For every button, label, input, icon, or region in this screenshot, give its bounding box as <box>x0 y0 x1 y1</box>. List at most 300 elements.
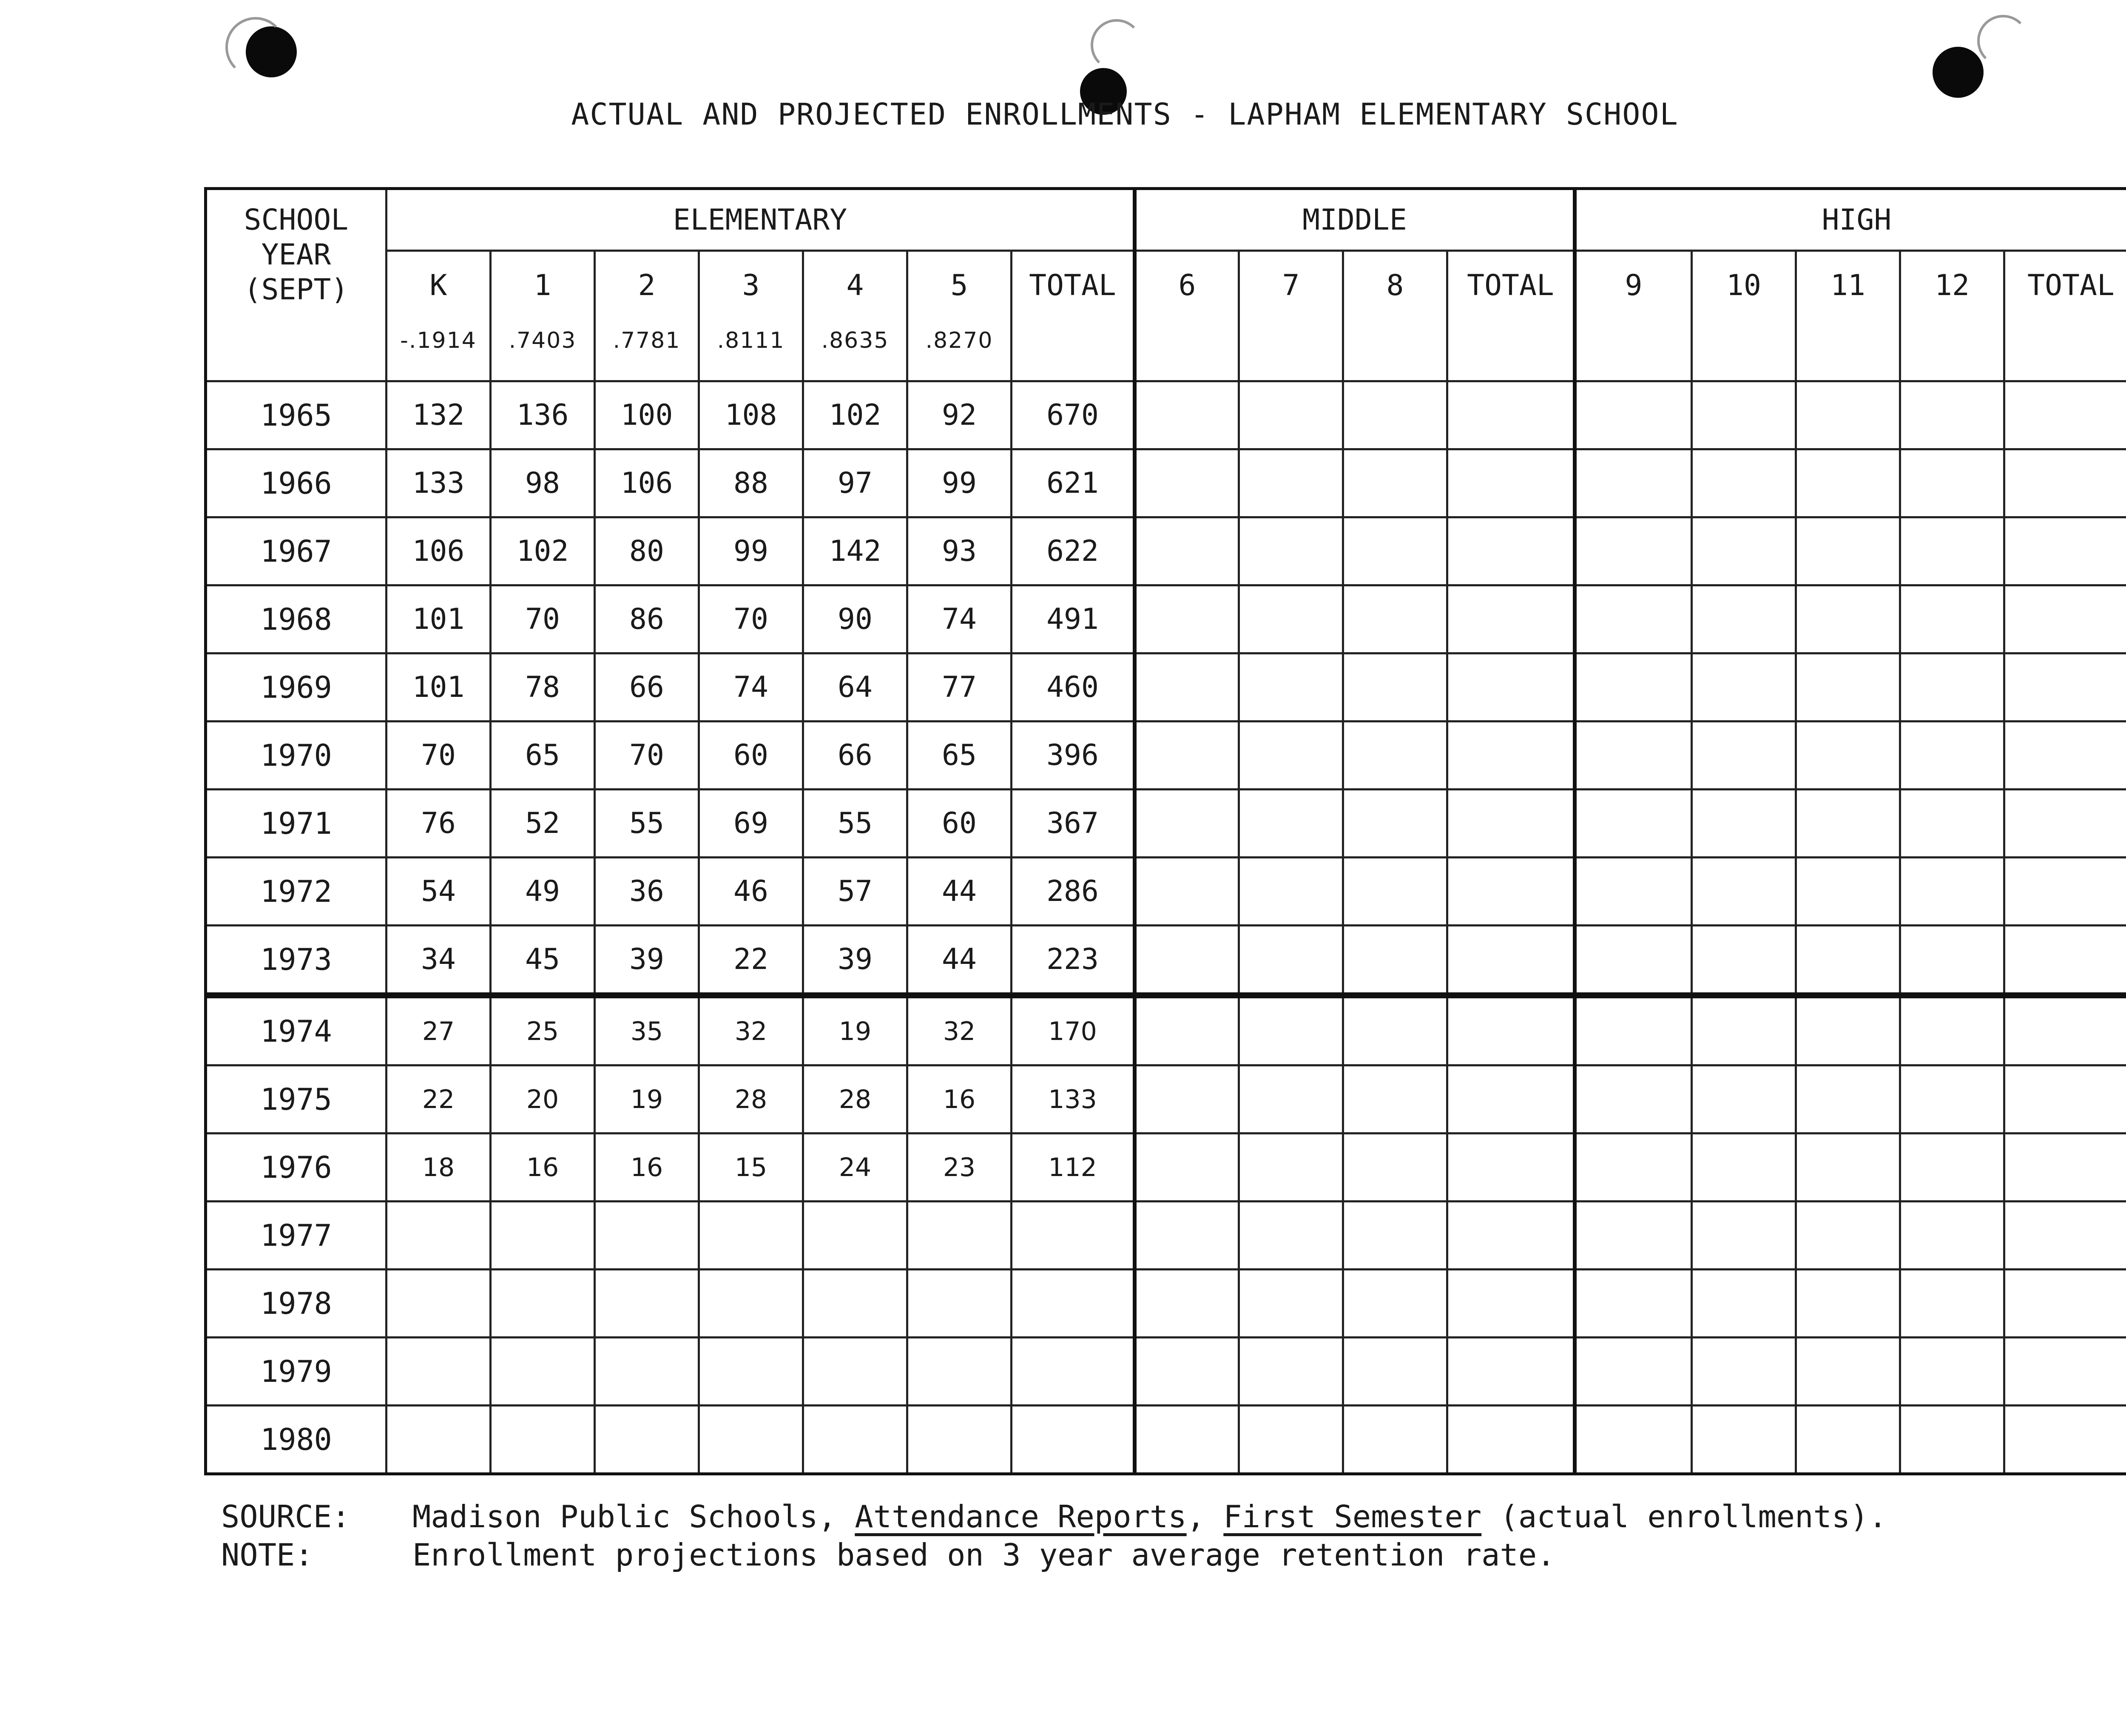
enrollment-cell: 52 <box>491 790 595 858</box>
high-empty-cell <box>1692 1406 1796 1474</box>
high-empty-cell <box>1796 653 1900 722</box>
enrollment-cell: 32 <box>699 995 803 1065</box>
enrollment-cell: 132 <box>387 381 491 449</box>
enrollment-cell <box>803 1406 907 1474</box>
middle-empty-cell <box>1135 858 1239 926</box>
middle-empty-cell <box>1239 858 1343 926</box>
elementary-total-cell: 460 <box>1012 653 1135 722</box>
table-row <box>206 1065 2126 1134</box>
enrollment-cell: 32 <box>907 995 1012 1065</box>
middle-empty-cell <box>1239 1270 1343 1338</box>
grade-label: 4 <box>846 269 864 302</box>
table-row <box>206 1338 2126 1406</box>
grade-header-5 <box>907 251 1012 381</box>
high-empty-cell <box>1575 585 1692 653</box>
enrollment-cell: 55 <box>803 790 907 858</box>
school-year-cell: 1969 <box>206 653 387 722</box>
middle-empty-cell <box>1135 1134 1239 1202</box>
enrollment-cell: 15 <box>699 1134 803 1202</box>
enrollment-cell <box>595 1406 699 1474</box>
high-empty-cell <box>1900 858 2004 926</box>
enrollment-cell: 46 <box>699 858 803 926</box>
enrollment-cell: 39 <box>803 926 907 996</box>
middle-empty-cell <box>1447 995 1575 1065</box>
enrollment-cell: 57 <box>803 858 907 926</box>
middle-empty-cell <box>1135 790 1239 858</box>
enrollment-cell: 133 <box>387 449 491 517</box>
middle-empty-cell <box>1343 653 1447 722</box>
middle-empty-cell <box>1343 585 1447 653</box>
elementary-total-cell: 491 <box>1012 585 1135 653</box>
enrollment-cell <box>595 1270 699 1338</box>
enrollment-cell: 108 <box>699 381 803 449</box>
high-empty-cell <box>1575 653 1692 722</box>
enrollment-cell: 106 <box>387 517 491 585</box>
high-empty-cell <box>1692 585 1796 653</box>
retention-rate: -.1914 <box>400 328 477 353</box>
table-row <box>206 1134 2126 1202</box>
enrollment-cell <box>491 1338 595 1406</box>
high-empty-cell <box>1900 449 2004 517</box>
elementary-total-cell: 170 <box>1012 995 1135 1065</box>
middle-empty-cell <box>1239 449 1343 517</box>
high-empty-cell <box>1796 449 1900 517</box>
enrollment-cell: 70 <box>699 585 803 653</box>
middle-empty-cell <box>1239 517 1343 585</box>
high-empty-cell <box>1692 449 1796 517</box>
high-total-header: TOTAL <box>2004 251 2126 381</box>
elementary-total-cell: 396 <box>1012 722 1135 790</box>
middle-empty-cell <box>1343 381 1447 449</box>
table-row <box>206 1202 2126 1270</box>
elementary-total-header: TOTAL <box>1012 251 1135 381</box>
enrollment-cell <box>907 1202 1012 1270</box>
note-text: Enrollment projections based on 3 year average retention rate. <box>412 1537 1555 1573</box>
enrollment-cell: 142 <box>803 517 907 585</box>
source-label: SOURCE: <box>221 1499 350 1534</box>
middle-empty-cell <box>1239 1065 1343 1134</box>
enrollment-cell: 16 <box>595 1134 699 1202</box>
enrollment-cell: 60 <box>699 722 803 790</box>
middle-empty-cell <box>1135 1065 1239 1134</box>
middle-empty-cell <box>1343 1406 1447 1474</box>
high-empty-cell <box>1692 1065 1796 1134</box>
high-empty-cell <box>1692 1134 1796 1202</box>
enrollment-cell: 65 <box>491 722 595 790</box>
source-line <box>221 1499 1887 1534</box>
enrollment-cell <box>803 1338 907 1406</box>
grade-header-2 <box>595 251 699 381</box>
punch-hole-left-ring <box>225 17 286 77</box>
table-row <box>206 858 2126 926</box>
high-empty-cell <box>1692 995 1796 1065</box>
school-year-cell: 1977 <box>206 1202 387 1270</box>
high-empty-cell <box>2004 517 2126 585</box>
grade-header-11: 11 <box>1796 251 1900 381</box>
middle-empty-cell <box>1343 790 1447 858</box>
high-empty-cell <box>1575 926 1692 996</box>
source-title-attendance-reports: Attendance Reports <box>855 1499 1187 1534</box>
middle-empty-cell <box>1239 585 1343 653</box>
high-empty-cell <box>1796 995 1900 1065</box>
enrollment-cell <box>387 1270 491 1338</box>
middle-empty-cell <box>1343 926 1447 996</box>
high-empty-cell <box>1796 790 1900 858</box>
high-empty-cell <box>1796 517 1900 585</box>
high-empty-cell <box>2004 1338 2126 1406</box>
middle-empty-cell <box>1343 1338 1447 1406</box>
high-empty-cell <box>1796 1406 1900 1474</box>
enrollment-cell: 25 <box>491 995 595 1065</box>
high-empty-cell <box>1575 995 1692 1065</box>
high-empty-cell <box>1900 1202 2004 1270</box>
enrollment-cell: 74 <box>907 585 1012 653</box>
high-empty-cell <box>1900 381 2004 449</box>
enrollment-cell: 65 <box>907 722 1012 790</box>
enrollment-cell: 64 <box>803 653 907 722</box>
enrollment-cell: 36 <box>595 858 699 926</box>
high-empty-cell <box>1692 926 1796 996</box>
high-empty-cell <box>2004 858 2126 926</box>
high-empty-cell <box>2004 1065 2126 1134</box>
school-year-cell: 1968 <box>206 585 387 653</box>
school-year-cell: 1966 <box>206 449 387 517</box>
enrollment-cell <box>907 1270 1012 1338</box>
high-empty-cell <box>1796 1202 1900 1270</box>
source-note: (actual enrollments). <box>1500 1499 1887 1534</box>
middle-empty-cell <box>1239 926 1343 996</box>
high-empty-cell <box>1575 1270 1692 1338</box>
middle-empty-cell <box>1447 1065 1575 1134</box>
enrollment-cell: 101 <box>387 653 491 722</box>
retention-rate: .8270 <box>925 328 993 353</box>
high-empty-cell <box>1575 1406 1692 1474</box>
high-empty-cell <box>2004 381 2126 449</box>
middle-empty-cell <box>1447 381 1575 449</box>
enrollment-cell: 16 <box>491 1134 595 1202</box>
enrollment-cell: 74 <box>699 653 803 722</box>
table-row <box>206 1406 2126 1474</box>
middle-empty-cell <box>1447 1338 1575 1406</box>
high-empty-cell <box>1796 1134 1900 1202</box>
high-empty-cell <box>1575 1065 1692 1134</box>
enrollment-cell: 20 <box>491 1065 595 1134</box>
high-empty-cell <box>1692 1338 1796 1406</box>
high-empty-cell <box>2004 1134 2126 1202</box>
middle-empty-cell <box>1447 858 1575 926</box>
grade-header-1 <box>491 251 595 381</box>
enrollment-cell: 44 <box>907 926 1012 996</box>
middle-empty-cell <box>1239 722 1343 790</box>
table-row <box>206 449 2126 517</box>
middle-empty-cell <box>1135 517 1239 585</box>
high-empty-cell <box>2004 449 2126 517</box>
school-year-header <box>206 189 387 381</box>
high-empty-cell <box>2004 585 2126 653</box>
enrollment-cell: 35 <box>595 995 699 1065</box>
school-year-cell: 1970 <box>206 722 387 790</box>
middle-empty-cell <box>1135 1406 1239 1474</box>
high-empty-cell <box>2004 995 2126 1065</box>
enrollment-cell: 60 <box>907 790 1012 858</box>
enrollment-cell: 49 <box>491 858 595 926</box>
grade-header-7: 7 <box>1239 251 1343 381</box>
retention-rate: .7403 <box>509 328 577 353</box>
table-row <box>206 790 2126 858</box>
enrollment-cell: 70 <box>387 722 491 790</box>
school-year-cell: 1973 <box>206 926 387 996</box>
enrollment-cell <box>699 1406 803 1474</box>
elementary-total-cell: 621 <box>1012 449 1135 517</box>
enrollment-cell: 97 <box>803 449 907 517</box>
enrollment-cell: 102 <box>491 517 595 585</box>
enrollment-cell <box>387 1406 491 1474</box>
school-year-cell: 1974 <box>206 995 387 1065</box>
middle-empty-cell <box>1239 381 1343 449</box>
elementary-group-header: ELEMENTARY <box>387 189 1135 251</box>
high-empty-cell <box>1575 722 1692 790</box>
punch-hole-right <box>1933 47 1984 98</box>
high-empty-cell <box>1900 1065 2004 1134</box>
high-empty-cell <box>1575 1338 1692 1406</box>
enrollment-cell: 102 <box>803 381 907 449</box>
middle-empty-cell <box>1135 1270 1239 1338</box>
enrollment-cell <box>907 1338 1012 1406</box>
elementary-total-cell <box>1012 1406 1135 1474</box>
high-empty-cell <box>1796 585 1900 653</box>
high-empty-cell <box>1692 790 1796 858</box>
enrollment-cell <box>491 1202 595 1270</box>
school-year-cell: 1978 <box>206 1270 387 1338</box>
elementary-total-cell: 133 <box>1012 1065 1135 1134</box>
middle-empty-cell <box>1135 722 1239 790</box>
enrollment-cell: 76 <box>387 790 491 858</box>
high-empty-cell <box>2004 1202 2126 1270</box>
table-row <box>206 653 2126 722</box>
enrollment-cell: 98 <box>491 449 595 517</box>
source-separator: , <box>1186 1499 1205 1534</box>
enrollment-cell: 34 <box>387 926 491 996</box>
high-empty-cell <box>1575 449 1692 517</box>
enrollment-cell: 18 <box>387 1134 491 1202</box>
enrollment-cell <box>387 1202 491 1270</box>
middle-empty-cell <box>1343 1065 1447 1134</box>
enrollment-cell: 54 <box>387 858 491 926</box>
enrollment-cell: 93 <box>907 517 1012 585</box>
grade-header-k <box>387 251 491 381</box>
retention-rate: .7781 <box>613 328 681 353</box>
high-empty-cell <box>1575 381 1692 449</box>
high-empty-cell <box>1900 722 2004 790</box>
enrollment-table <box>204 187 2126 1475</box>
high-empty-cell <box>2004 1406 2126 1474</box>
grade-header-9: 9 <box>1575 251 1692 381</box>
grade-label: 2 <box>638 269 656 302</box>
enrollment-cell <box>699 1338 803 1406</box>
elementary-total-cell <box>1012 1202 1135 1270</box>
middle-empty-cell <box>1343 449 1447 517</box>
elementary-total-cell <box>1012 1270 1135 1338</box>
high-empty-cell <box>1692 722 1796 790</box>
middle-total-header: TOTAL <box>1447 251 1575 381</box>
enrollment-cell <box>803 1202 907 1270</box>
middle-empty-cell <box>1135 449 1239 517</box>
enrollment-cell: 92 <box>907 381 1012 449</box>
middle-empty-cell <box>1239 653 1343 722</box>
middle-empty-cell <box>1343 1134 1447 1202</box>
table-row <box>206 585 2126 653</box>
enrollment-cell <box>907 1406 1012 1474</box>
table-row <box>206 517 2126 585</box>
school-year-cell: 1979 <box>206 1338 387 1406</box>
middle-empty-cell <box>1447 1270 1575 1338</box>
enrollment-cell: 78 <box>491 653 595 722</box>
high-empty-cell <box>1900 790 2004 858</box>
high-empty-cell <box>1575 517 1692 585</box>
high-empty-cell <box>1796 926 1900 996</box>
high-empty-cell <box>1900 585 2004 653</box>
elementary-total-cell: 622 <box>1012 517 1135 585</box>
note-label: NOTE: <box>221 1537 313 1573</box>
grade-header-12: 12 <box>1900 251 2004 381</box>
high-empty-cell <box>1692 517 1796 585</box>
enrollment-cell: 99 <box>699 517 803 585</box>
school-year-header-line-2: YEAR <box>261 238 331 272</box>
enrollment-cell: 70 <box>595 722 699 790</box>
high-empty-cell <box>1575 790 1692 858</box>
high-empty-cell <box>1796 1065 1900 1134</box>
table-row <box>206 926 2126 996</box>
table-row <box>206 381 2126 449</box>
enrollment-cell: 22 <box>387 1065 491 1134</box>
high-empty-cell <box>1575 1134 1692 1202</box>
retention-rate: .8111 <box>717 328 785 353</box>
middle-empty-cell <box>1135 1202 1239 1270</box>
grade-label: 5 <box>950 269 968 302</box>
elementary-total-cell: 286 <box>1012 858 1135 926</box>
high-empty-cell <box>1692 1270 1796 1338</box>
enrollment-cell: 86 <box>595 585 699 653</box>
table-row <box>206 722 2126 790</box>
middle-empty-cell <box>1447 926 1575 996</box>
enrollment-cell: 99 <box>907 449 1012 517</box>
grade-label: 3 <box>742 269 760 302</box>
high-empty-cell <box>1900 653 2004 722</box>
high-empty-cell <box>1900 1134 2004 1202</box>
enrollment-cell: 55 <box>595 790 699 858</box>
grade-label: K <box>429 269 447 302</box>
enrollment-cell: 66 <box>803 722 907 790</box>
high-empty-cell <box>1796 1270 1900 1338</box>
middle-empty-cell <box>1343 1202 1447 1270</box>
high-empty-cell <box>2004 790 2126 858</box>
middle-empty-cell <box>1447 585 1575 653</box>
middle-empty-cell <box>1447 449 1575 517</box>
source-title-first-semester: First Semester <box>1223 1499 1482 1534</box>
high-empty-cell <box>1692 858 1796 926</box>
middle-empty-cell <box>1239 1338 1343 1406</box>
punch-hole-center-ring <box>1091 19 1143 71</box>
enrollment-cell: 100 <box>595 381 699 449</box>
enrollment-cell <box>595 1338 699 1406</box>
enrollment-cell: 39 <box>595 926 699 996</box>
grade-header-4 <box>803 251 907 381</box>
high-group-header: HIGH <box>1575 189 2126 251</box>
middle-empty-cell <box>1343 858 1447 926</box>
high-empty-cell <box>1692 653 1796 722</box>
high-empty-cell <box>1900 995 2004 1065</box>
enrollment-cell: 101 <box>387 585 491 653</box>
enrollment-cell <box>491 1406 595 1474</box>
middle-empty-cell <box>1135 381 1239 449</box>
enrollment-cell: 28 <box>699 1065 803 1134</box>
middle-empty-cell <box>1447 653 1575 722</box>
middle-empty-cell <box>1239 1202 1343 1270</box>
enrollment-cell: 45 <box>491 926 595 996</box>
high-empty-cell <box>1796 722 1900 790</box>
enrollment-cell: 66 <box>595 653 699 722</box>
elementary-total-cell: 112 <box>1012 1134 1135 1202</box>
middle-empty-cell <box>1343 517 1447 585</box>
middle-empty-cell <box>1135 1338 1239 1406</box>
enrollment-cell: 88 <box>699 449 803 517</box>
high-empty-cell <box>2004 722 2126 790</box>
high-empty-cell <box>1575 1202 1692 1270</box>
enrollment-cell: 44 <box>907 858 1012 926</box>
high-empty-cell <box>1692 1202 1796 1270</box>
school-year-cell: 1971 <box>206 790 387 858</box>
middle-empty-cell <box>1343 722 1447 790</box>
enrollment-cell: 70 <box>491 585 595 653</box>
middle-empty-cell <box>1343 995 1447 1065</box>
high-empty-cell <box>2004 926 2126 996</box>
enrollment-cell: 77 <box>907 653 1012 722</box>
high-empty-cell <box>1692 381 1796 449</box>
school-year-cell: 1972 <box>206 858 387 926</box>
high-empty-cell <box>1900 1406 2004 1474</box>
enrollment-cell <box>803 1270 907 1338</box>
high-empty-cell <box>1575 858 1692 926</box>
note-line <box>221 1537 1555 1573</box>
school-year-header-line-1: SCHOOL <box>244 203 349 237</box>
middle-empty-cell <box>1239 1406 1343 1474</box>
enrollment-cell: 19 <box>595 1065 699 1134</box>
middle-empty-cell <box>1447 1202 1575 1270</box>
school-year-cell: 1980 <box>206 1406 387 1474</box>
grade-header-6: 6 <box>1135 251 1239 381</box>
high-empty-cell <box>1796 858 1900 926</box>
middle-empty-cell <box>1239 1134 1343 1202</box>
elementary-total-cell: 670 <box>1012 381 1135 449</box>
school-year-cell: 1967 <box>206 517 387 585</box>
middle-group-header: MIDDLE <box>1135 189 1575 251</box>
elementary-total-cell: 223 <box>1012 926 1135 996</box>
grade-header-10: 10 <box>1692 251 1796 381</box>
enrollment-cell: 28 <box>803 1065 907 1134</box>
enrollment-cell: 69 <box>699 790 803 858</box>
high-empty-cell <box>1796 381 1900 449</box>
high-empty-cell <box>1900 517 2004 585</box>
enrollment-cell <box>699 1270 803 1338</box>
table-row <box>206 995 2126 1065</box>
source-text: Madison Public Schools, <box>412 1499 836 1534</box>
middle-empty-cell <box>1239 790 1343 858</box>
school-year-cell: 1975 <box>206 1065 387 1134</box>
enrollment-cell: 19 <box>803 995 907 1065</box>
enrollment-cell: 16 <box>907 1065 1012 1134</box>
enrollment-cell: 27 <box>387 995 491 1065</box>
punch-hole-right-ring <box>1977 15 2029 67</box>
